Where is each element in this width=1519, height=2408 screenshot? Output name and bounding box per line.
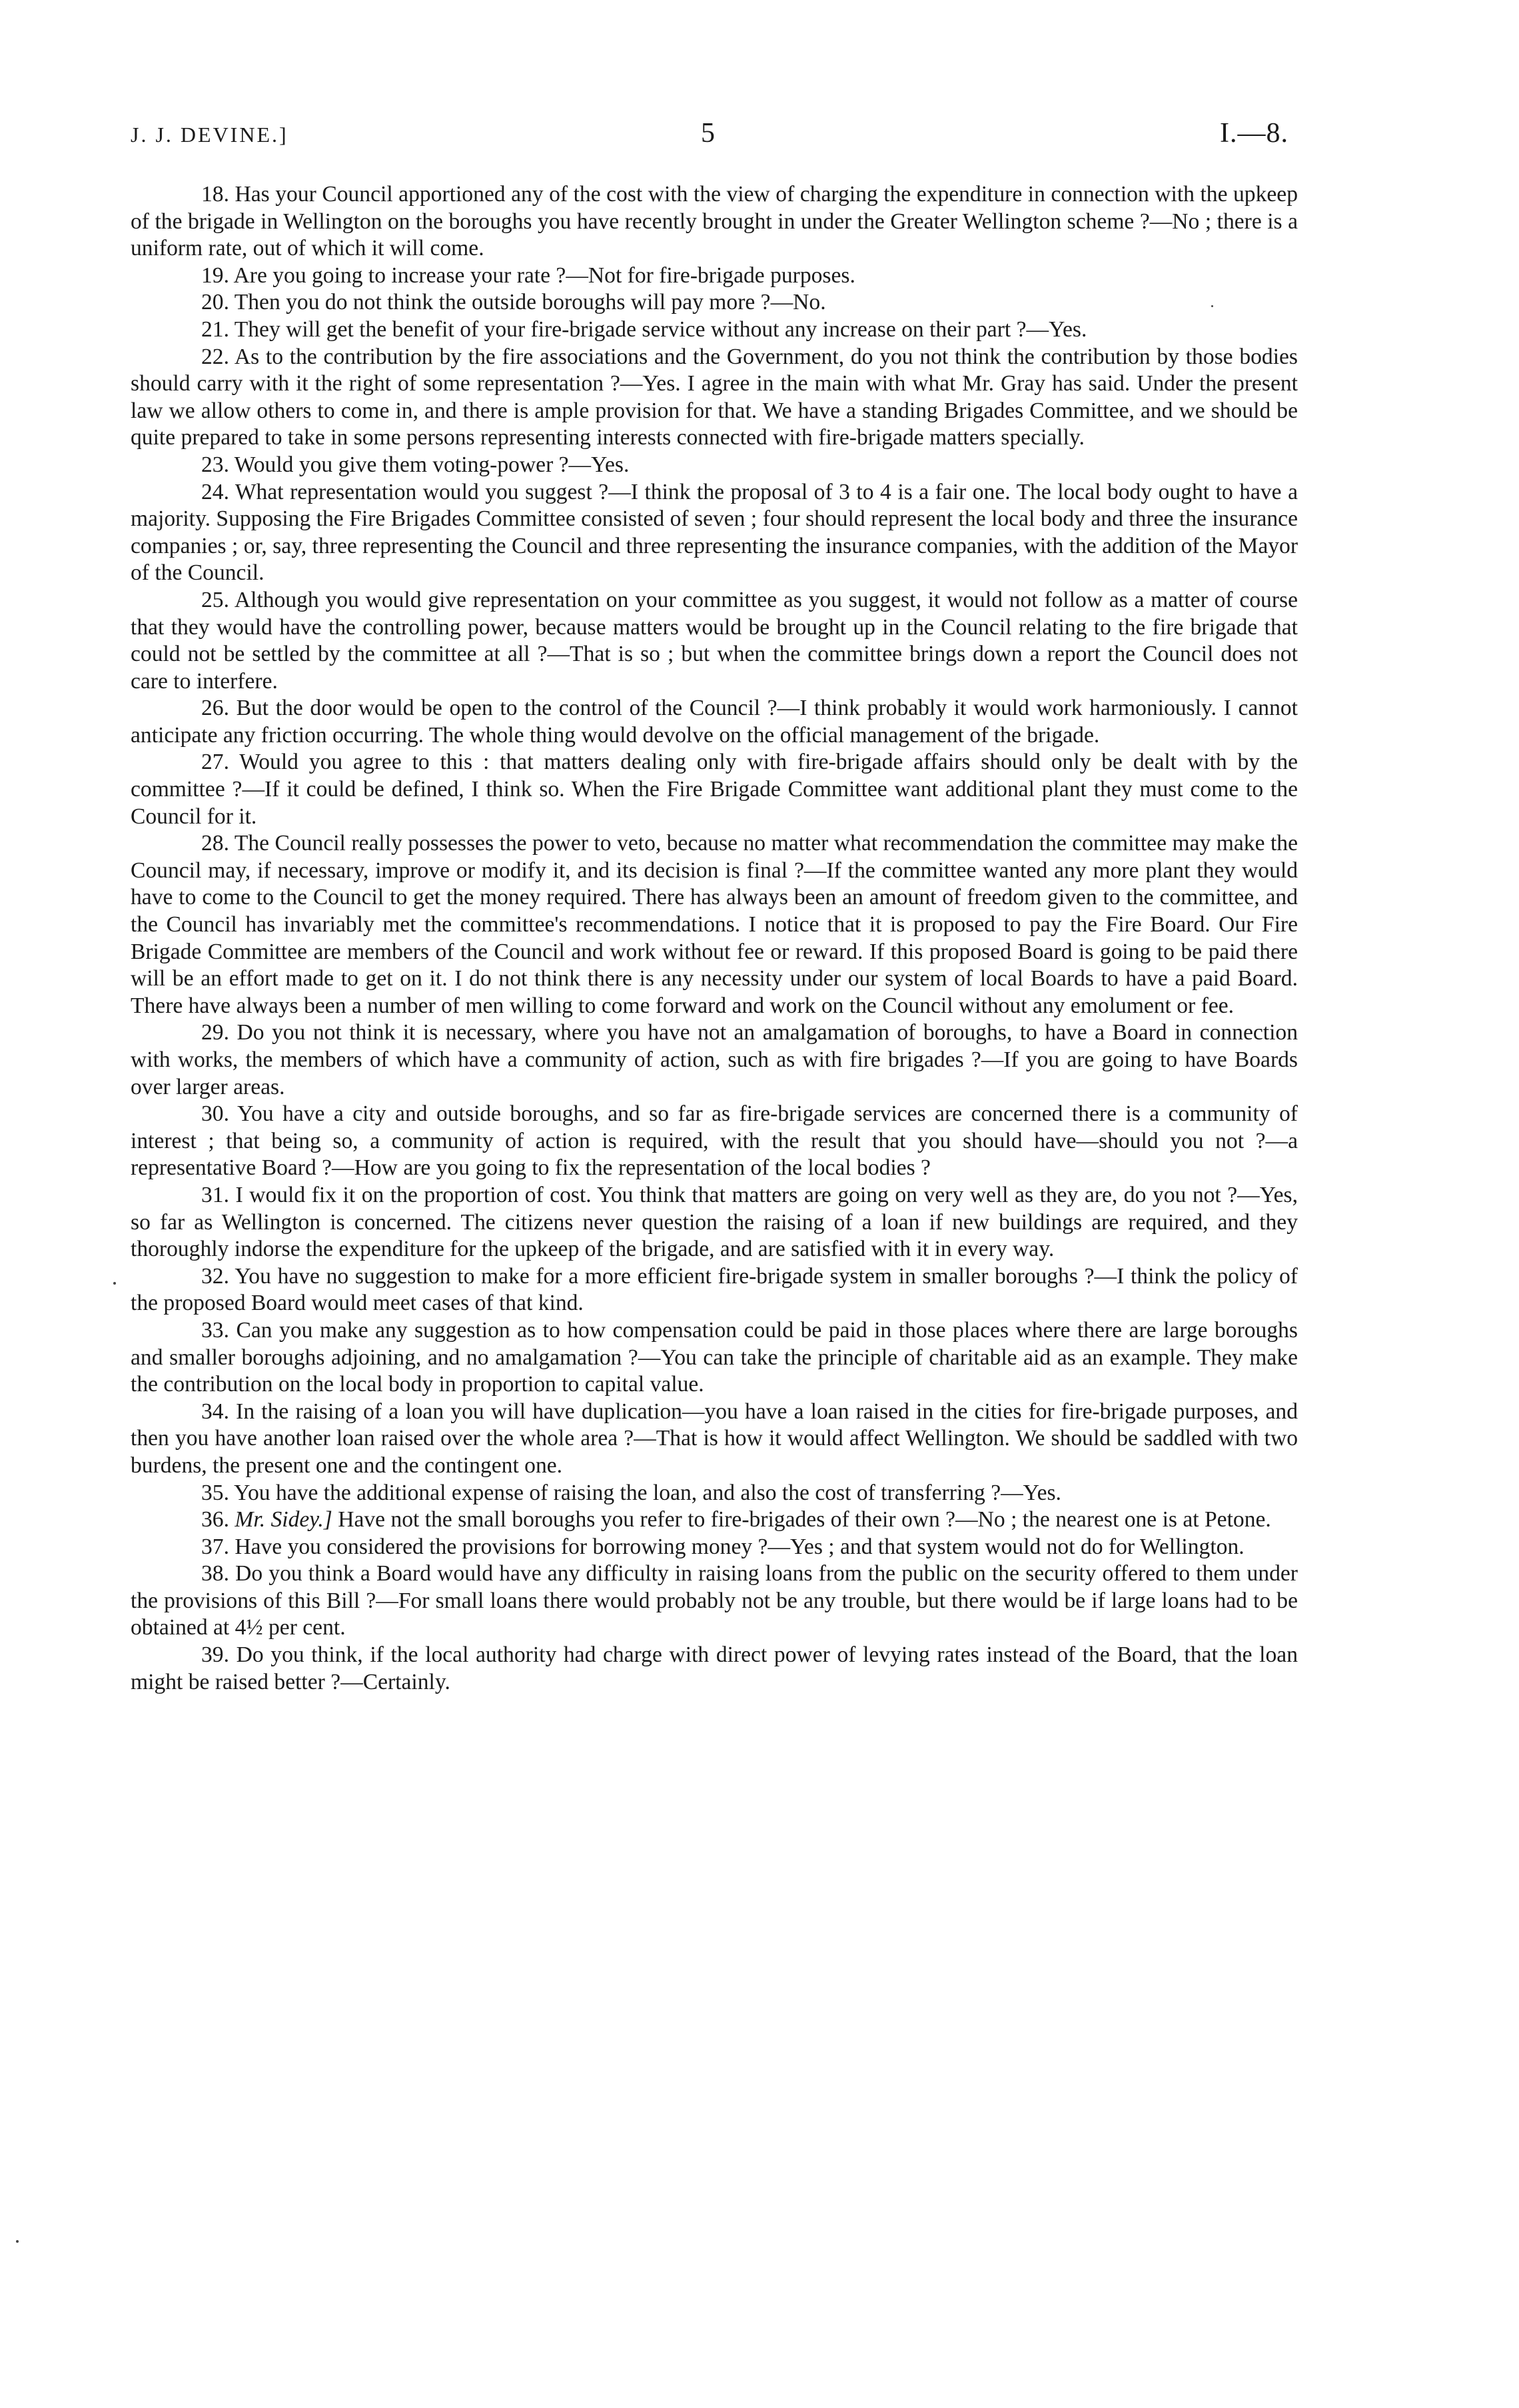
question-36 [131,1506,1298,1534]
question-33: 33. Can you make any suggestion as to how compensation could be paid in those places where there are large boroughs and smaller boroughs adjoining, and no amalgamation ?—You can take the principle of charitable aid as an example. They make the contribution on the local body in proportion to capital value. [131,1317,1298,1397]
question-30: 30. You have a city and outside boroughs, and so far as fire-brigade services are concerned there is a community of interest ; that being so, a community of action is required, with the result that you should have—should you not ?—a representative Board ?—How are you going to fix the representation of the local bodies ? [131,1101,1298,1181]
question-35: 35. You have the additional expense of raising the loan, and also the cost of transferring ?—Yes. [201,1480,1061,1505]
paper-speck [113,1282,116,1285]
evidence-text [131,181,1298,1696]
question-19: 19. Are you going to increase your rate ?—Not for fire-brigade purposes. [201,263,855,288]
question-22: 22. As to the contribution by the fire associations and the Government, do you not think the contribution by those bodies should carry with it the right of some representation ?—Yes. I agree in the main with what Mr. Gray has said. Under the present law we allow others to come in, and there is ample provision for that. We have a standing Brigades Committee, and we should be quite prepared to take in some persons representing interests connected with fire-brigade matters specially. [131,344,1298,450]
question-25: 25. Although you would give representation on your committee as you suggest, it would not follow as a matter of course that they would have the controlling power, because matters would be brought up in the Council relating to the fire brigade that could not be settled by the committee at all ?—That is so ; but when the committee brings down a report the Council does not care to interfere. [131,587,1298,694]
document-reference: I.—8. [1220,118,1288,149]
witness-name-header: J. J. DEVINE.] [131,123,288,147]
question-26: 26. But the door would be open to the control of the Council ?—I think probably it would work harmoniously. I cannot anticipate any friction occurring. The whole thing would devolve on the official management of the brigade. [131,696,1298,748]
question-32: 32. You have no suggestion to make for a more efficient fire-brigade system in smaller boroughs ?—I think the policy of the proposed Board would meet cases of that kind. [131,1263,1298,1316]
question-28: 28. The Council really possesses the power to veto, because no matter what recommendation the committee may make the Council may, if necessary, improve or modify it, and its decision is final ?—If the committee wanted any more plant they would have to come to the Council to get the money required. There has always been an amount of freedom given to the committee, and the Council has invariably met the committee's recommendations. I notice that it is proposed to pay the Fire Board. Our Fire Brigade Committee are members of the Council and work without fee or reward. If this proposed Board is going to be paid there will be an effort made to get on it. I do not think there is any necessity under our system of local Boards to have a paid Board. There have always been a number of men willing to come forward and work on the Council without any emolument or fee. [131,831,1298,1018]
question-text: Have not the small boroughs you refer to fire-brigades of their own ?—No ; the nearest one is at Petone. [338,1507,1271,1532]
question-39: 39. Do you think, if the local authority had charge with direct power of levying rates instead of the Board, that the loan might be raised better ?—Certainly. [131,1642,1298,1694]
question-37: 37. Have you considered the provisions for borrowing money ?—Yes ; and that system would not do for Wellington. [201,1534,1245,1559]
question-34: 34. In the raising of a loan you will have duplication—you have a loan raised in the cities for fire-brigade purposes, and then you have another loan raised over the whole area ?—That is how it would affect Wellington. We should be saddled with two burdens, the present one and the contingent one. [131,1399,1298,1478]
page-number: 5 [701,118,715,149]
question-18: 18. Has your Council apportioned any of the cost with the view of charging the expenditure in connection with the upkeep of the brigade in Wellington on the boroughs you have recently brought in under the Greater Wellington scheme ?—No ; there is a uniform rate, out of which it will come. [131,182,1298,261]
question-24: 24. What representation would you suggest ?—I think the proposal of 3 to 4 is a fair one. The local body ought to have a majority. Supposing the Fire Brigades Committee consisted of seven ; four should represent the local body and three the insurance companies ; or, say, three representing the Council and three representing the insurance companies, with the addition of the Mayor of the Council. [131,479,1298,586]
question-21: 21. They will get the benefit of your fire-brigade service without any increase on their part ?—Yes. [201,316,1087,342]
question-23: 23. Would you give them voting-power ?—Yes. [201,452,630,477]
question-27: 27. Would you agree to this : that matters dealing only with fire-brigade affairs should only be dealt with by the committee ?—If it could be defined, I think so. When the Fire Brigade Committee want additional plant they must come to the Council for it. [131,750,1298,829]
question-31: 31. I would fix it on the proportion of cost. You think that matters are going on very well as they are, do you not ?—Yes, so far as Wellington is concerned. The citizens never question the raising of a loan if new buildings are required, and they thoroughly indorse the expenditure for the upkeep of the brigade, and are satisfied with it in every way. [131,1182,1298,1262]
paper-speck [16,2240,19,2243]
question-38: 38. Do you think a Board would have any difficulty in raising loans from the public on the security offered to them under the provisions of this Bill ?—For small loans there would probably not be any trouble, but there would be if large loans had to be obtained at 4½ per cent. [131,1561,1298,1640]
speaker-name: Mr. Sidey.] [235,1507,332,1532]
question-29: 29. Do you not think it is necessary, where you have not an amalgamation of boroughs, to have a Board in connection with works, the members of which have a community of action, such as with fire brigades ?—If you are going to have Boards over larger areas. [131,1020,1298,1099]
paper-speck [1211,305,1213,307]
question-number: 36. [201,1507,229,1532]
running-header [131,117,1298,157]
question-20: 20. Then you do not think the outside boroughs will pay more ?—No. [201,290,826,315]
